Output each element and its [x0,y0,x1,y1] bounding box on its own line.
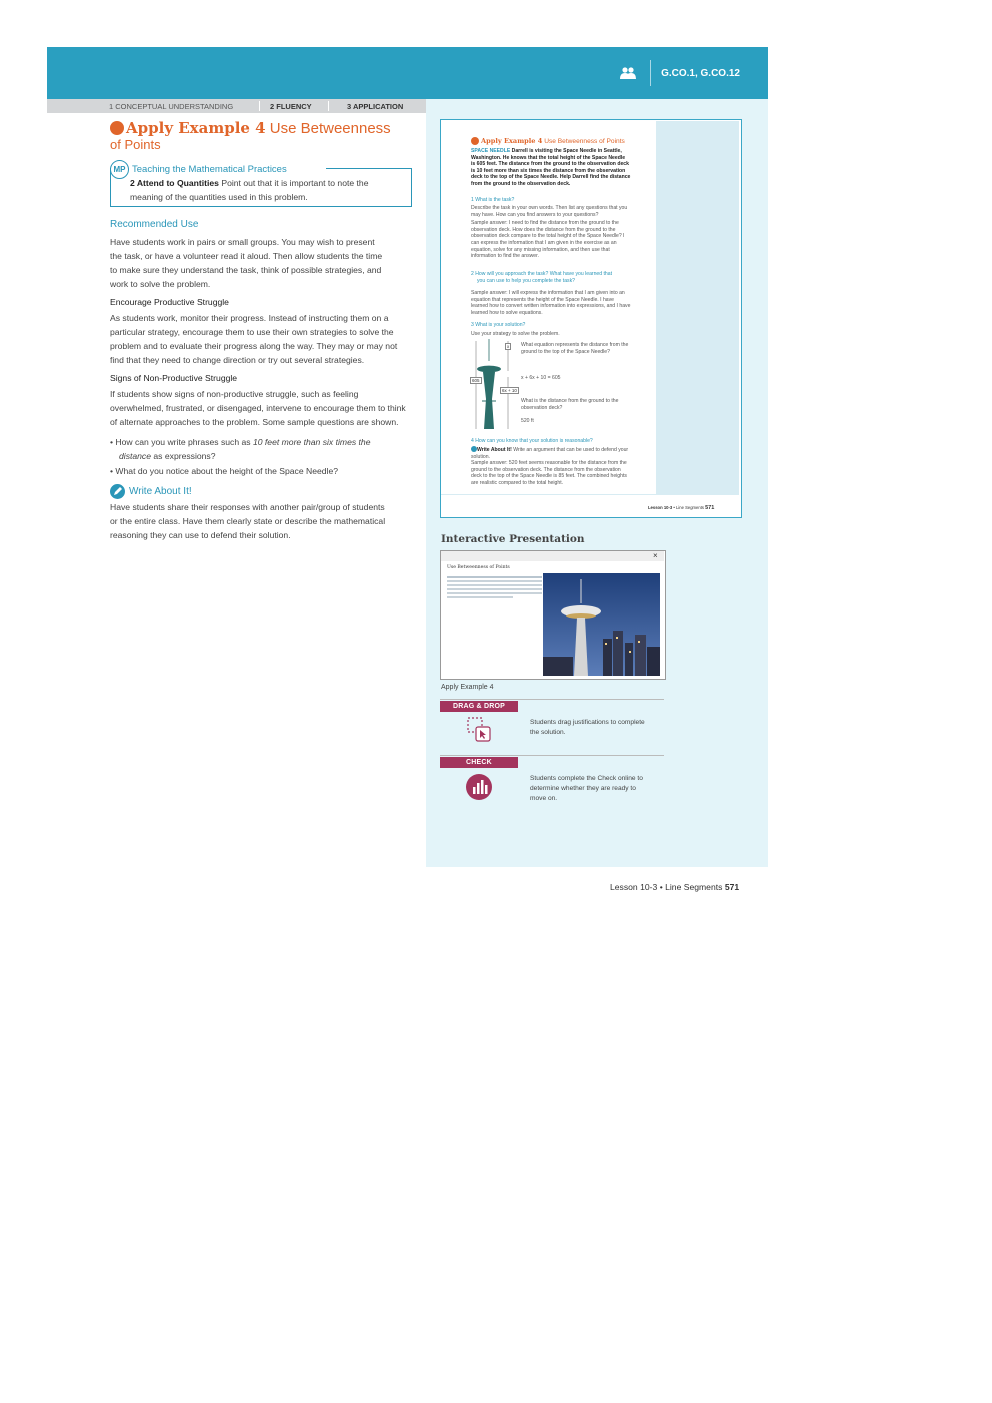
lesson-phase-tabs [47,99,426,113]
header-divider [650,60,651,86]
sp-q3-b: What is the distance from the ground to the observation deck? [521,398,619,411]
globe-icon [110,121,124,135]
mp-icon: MP [110,160,129,179]
group-icon [620,67,636,79]
check-chart-icon [466,774,492,800]
mp-heading: MP Teaching the Mathematical Practices [110,160,287,179]
encourage-text: As students work, monitor their progress. Instead of instructing them on a particular strategy, encourage them to use their own strategies to solve the problem and to evaluate their progress along the way. They may or may not find that they need to change direction or try out several strategies. [110,313,398,365]
sp-label-605: 605 [472,378,480,383]
slide-text-area [446,572,543,672]
sp-label-6x: 6x + 10 [502,388,517,393]
write-about-it-heading: Write About It! [110,484,192,499]
signs-text: If students show signs of non-productive struggle, such as feeling overwhelmed, frustrated, or disengaged, intervene to encourage them to think of alternate approaches to the problem. Some sample questions are shown. [110,389,406,427]
sample-question-2: • What do you notice about the height of the Space Needle? [110,466,339,476]
apply-example-title-line2: of Points [110,137,161,152]
tab-application[interactable]: 3 APPLICATION [347,102,404,111]
sp-q2-text: Sample answer: I will express the information that I am given into an equation that represents the height of the Space Needle. I have learned how to convert written information into expressions, and I have learned how to solve equations. [471,290,631,316]
slide-title: Use Betweenness of Points [447,565,510,570]
sp-q3-intro: Use your strategy to solve the problem. [471,331,560,337]
write-about-it-text: Have students share their responses with another pair/group of students or the entire class. Have them clearly state or describe the mathematical reasoning they can use to defend their solution. [110,502,386,540]
space-needle-diagram [470,339,520,433]
sp-q1: 1 What is the task? [471,197,515,203]
sp-answer: 520 ft [521,418,534,424]
sp-equation: x + 6x + 10 = 605 [521,375,561,381]
globe-icon [471,137,479,145]
sp-q2: 2 How will you approach the task? What have you learned that you can use to help you complete the task? [471,271,613,284]
encourage-heading: Encourage Productive Struggle [110,297,229,307]
standards-group [620,47,740,99]
page-footer: Lesson 10-3 • Line Segments 571 [610,882,740,892]
signs-heading: Signs of Non-Productive Struggle [110,373,238,383]
sp-q4-text: Write About It! Write an argument that can be used to defend your solution. Sample answer: 520 feet seems reasonable for the distance from the ground to the observation deck. The distance from the observation deck to the top of the Space Needle is 85 feet. The combined heights are realistic compared to the total height. [471,447,629,486]
sp-label-x: x [507,344,510,349]
close-icon[interactable]: × [653,551,658,560]
sp-q3-a: What equation represents the distance from the ground to the top of the Space Needle? [521,342,629,355]
recommended-use-text: Have students work in pairs or small groups. You may wish to present the task, or have a volunteer read it aloud. Then allow students the time to make sure they understand the task, think of possible strategies, and work to solve the problem. [110,237,383,289]
mp-point: 2 Attend to Quantities Point out that it is important to note the meaning of the quantities used in this problem. [130,178,369,202]
tab-conceptual-understanding[interactable]: 1 CONCEPTUAL UNDERSTANDING [109,102,234,111]
sp-q4: 4 How can you know that your solution is reasonable? [471,438,593,444]
sp-title: Apply Example 4 Use Betweenness of Points [471,137,625,145]
tab-divider [328,101,329,111]
presentation-topbar [441,551,664,561]
check-description: Students complete the Check online to determine whether they are ready to move on. [530,775,643,802]
recommended-use-heading: Recommended Use [110,219,199,230]
sp-problem: SPACE NEEDLE Darrell is visiting the Space Needle in Seattle, Washington. He knows that the total height of the Space Needle is 605 feet. The distance from the ground to the observation deck is 10 feet more than six times the distance from the observation deck to the top of the Space Needle. Help Darrell find the distance from the ground to the observation deck. [471,148,631,187]
check-tag: CHECK [440,757,518,768]
drag-drop-tag: DRAG & DROP [440,701,518,712]
tab-fluency[interactable]: 2 FLUENCY [270,102,312,111]
sp-q1-text: Describe the task in your own words. Then list any questions that you may have. How can you find answers to your questions? Sample answer: I need to find the distance from the ground to the observation deck. How does the distance from the ground to the observation deck compare to the total height of the Space Needle? I can express the information that I am given in the exercise as an equation, solve for any missing information, and then use that information to find the answer. [471,205,628,260]
sp-footer: Lesson 10-3 • Line Segments 571 [648,505,715,511]
standards-label: G.CO.1, G.CO.12 [661,67,740,79]
interactive-presentation-title: Interactive Presentation [441,533,585,545]
sp-q3: 3 What is your solution? [471,322,526,328]
tab-divider [259,101,260,111]
space-needle-photo [543,573,660,676]
student-page-margin [656,121,739,495]
pencil-icon [110,484,125,499]
drag-drop-description: Students drag justifications to complete the solution. [530,719,645,736]
sample-question-1: • How can you write phrases such as 10 feet more than six times the distance as expressions? [110,437,371,461]
presentation-caption: Apply Example 4 [441,684,494,691]
apply-example-title: Apply Example 4 Use Betweenness [110,119,391,137]
drag-drop-icon [465,716,493,744]
student-page-footer-line [441,494,739,495]
header-band [47,47,768,99]
